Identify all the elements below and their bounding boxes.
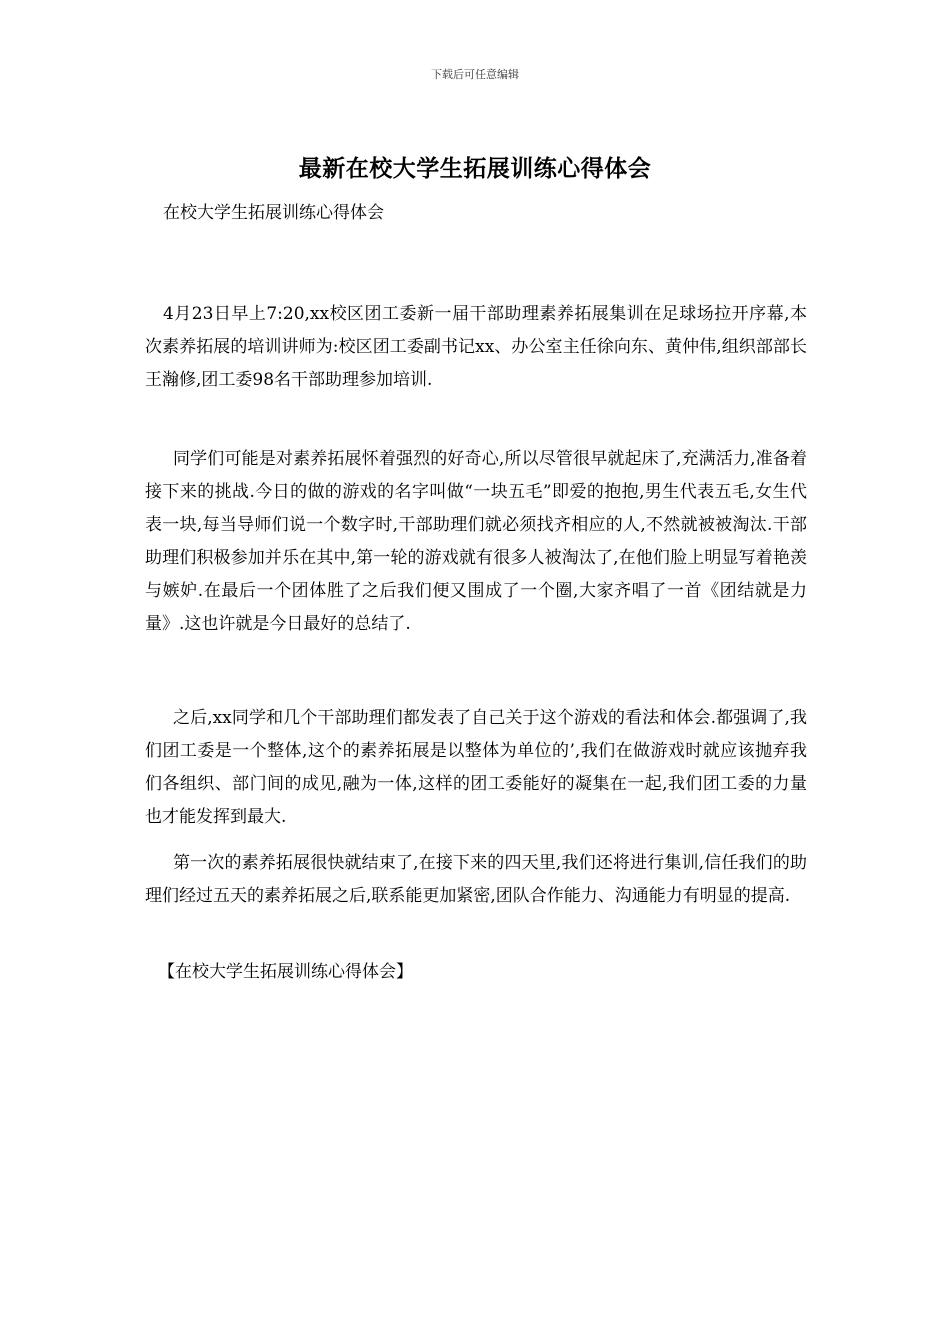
paragraph-2: 同学们可能是对素养拓展怀着强烈的好奇心,所以尽管很早就起床了,充满活力,准备着接下来的挑战.今日的做的游戏的名字叫做“一块五毛”即爱的抱抱,男生代表五毛,女生代表一块,每当导师们说一个数字时,干部助理们就必须找齐相应的人,不然就被被淘汰.干部助理们积极参加并乐在其中,第一轮的游戏就有很多人被淘汰了,在他们脸上明显写着艳羡与嫉妒.在最后一个团体胜了之后我们便又围成了一个圈,大家齐唱了一首《团结就是力量》.这也许就是今日最好的总结了. [145,449,807,634]
paragraph-3: 之后,xx同学和几个干部助理们都发表了自己关于这个游戏的看法和体会.都强调了,我们团工委是一个整体,这个的素养拓展是以整体为单位的’,我们在做游戏时就应该抛弃我们各组织、部门间的成见,融为一体,这样的团工委能好的凝集在一起,我们团工委的力量也才能发挥到最大. [145,708,807,827]
header-note: 下载后可任意编辑 [431,68,519,81]
document-title: 最新在校大学生拓展训练心得体会 [298,155,652,182]
document-subtitle: 在校大学生拓展训练心得体会 [163,203,384,223]
closing-title-line: 【在校大学生拓展训练心得体会】 [158,962,413,982]
paragraph-1: 4月23日早上7:20,xx校区团工委新一届干部助理素养拓展集训在足球场拉开序幕,本次素养拓展的培训讲师为:校区团工委副书记xx、办公室主任徐向东、黄仲伟,组织部部长王瀚修,团工委98名干部助理参加培训. [145,304,807,390]
paragraph-4: 第一次的素养拓展很快就结束了,在接下来的四天里,我们还将进行集训,信任我们的助理们经过五天的素养拓展之后,联系能更加紧密,团队合作能力、沟通能力有明显的提高. [145,853,807,906]
